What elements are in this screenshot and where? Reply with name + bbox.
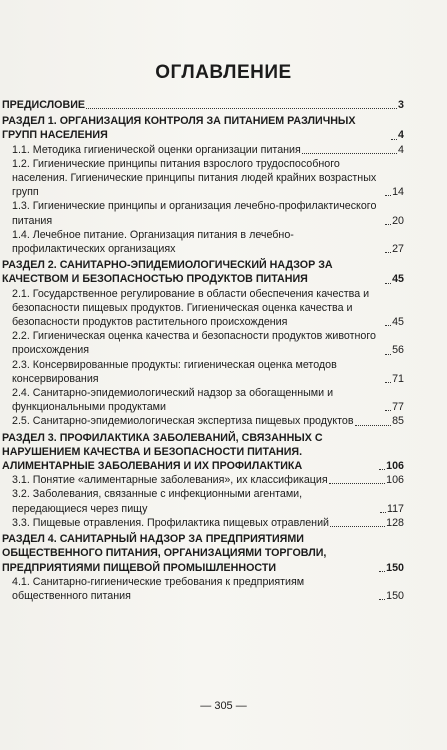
toc-subsection-entry: [2, 473, 404, 487]
toc-entry-text: 2.4. Санитарно-эпидемиологический надзор за обогащенными и функциональными продуктами: [12, 387, 334, 414]
toc-page-number: 128: [386, 516, 404, 529]
dot-leader: [302, 152, 397, 154]
toc-entry-text: 2.3. Консервированные продукты: гигиеническая оценка методов консервирования: [12, 358, 337, 385]
toc-subsection-entry: [2, 386, 404, 414]
toc-page-number: 150: [386, 589, 404, 602]
toc-page-number: 4: [398, 143, 404, 156]
toc-entry-text: 1.4. Лечебное питание. Организация питания в лечебно-профилактических организациях: [12, 228, 294, 256]
dot-leader: [380, 511, 386, 513]
toc-entry-text: 2.5. Санитарно-эпидемиологическая экспертиза пищевых продуктов: [12, 415, 354, 428]
toc-subsection-entry: [2, 414, 404, 428]
toc-section-entry: [2, 98, 404, 112]
dot-leader: [379, 570, 385, 572]
dot-leader: [329, 482, 386, 484]
toc-page-number: 85: [392, 415, 404, 428]
toc-entry-text: 3.1. Понятие «алиментарные заболевания», их классификация: [12, 474, 328, 487]
toc-page-number: 20: [392, 214, 404, 227]
toc-entry-text: ПРЕДИСЛОВИЕ: [2, 99, 86, 111]
toc-subsection-entry: [2, 228, 404, 256]
toc-page-number: 14: [392, 186, 404, 199]
dot-leader: [385, 282, 391, 284]
toc-subsection-entry: [2, 157, 404, 200]
dot-leader: [355, 424, 392, 426]
toc-subsection-entry: [2, 143, 404, 157]
toc-subsection-entry: [2, 575, 404, 603]
dot-leader: [86, 107, 397, 109]
toc-subsection-entry: [2, 329, 404, 357]
toc-page-number: 117: [386, 502, 404, 515]
toc-page-number: 71: [392, 372, 404, 385]
toc-page-number: 150: [386, 561, 404, 574]
table-of-contents: [2, 98, 404, 603]
toc-entry-text: РАЗДЕЛ 2. САНИТАРНО-ЭПИДЕМИОЛОГИЧЕСКИЙ НАДЗОР ЗА КАЧЕСТВОМ И БЕЗОПАСНОСТЬЮ ПРОДУКТОВ ПИТАНИЯ: [2, 259, 333, 286]
toc-page-number: 45: [392, 273, 404, 286]
toc-page-number: 27: [392, 243, 404, 256]
dot-leader: [379, 468, 385, 470]
dot-leader: [385, 194, 391, 196]
dot-leader: [385, 409, 391, 411]
dot-leader: [379, 598, 385, 600]
toc-entry-text: РАЗДЕЛ 1. ОРГАНИЗАЦИЯ КОНТРОЛЯ ЗА ПИТАНИЕМ РАЗЛИЧНЫХ ГРУПП НАСЕЛЕНИЯ: [2, 115, 356, 142]
dot-leader: [385, 353, 391, 355]
dot-leader: [385, 251, 391, 253]
toc-subsection-entry: [2, 287, 404, 330]
dot-leader: [391, 138, 397, 140]
toc-section-entry: [2, 431, 404, 474]
toc-page-number: 56: [392, 344, 404, 357]
toc-page-number: 106: [386, 460, 404, 473]
toc-subsection-entry: [2, 358, 404, 386]
toc-page-number: 45: [392, 316, 404, 329]
toc-entry-text: 1.1. Методика гигиенической оценки организации питания: [12, 143, 301, 156]
dot-leader: [385, 381, 391, 383]
dot-leader: [385, 324, 391, 326]
toc-page-number: 77: [392, 401, 404, 414]
toc-entry-text: 2.1. Государственное регулирование в области обеспечения качества и безопасности пищевых продуктов. Гигиеническая оценка качества и безопасности продуктов растительного происхождения: [12, 287, 370, 329]
toc-entry-text: 3.2. Заболевания, связанные с инфекционными агентами, передающиеся через пищу: [12, 488, 303, 515]
toc-section-entry: [2, 258, 404, 286]
page-title: ОГЛАВЛЕНИЕ: [155, 62, 292, 83]
toc-page-number: 3: [398, 99, 404, 111]
toc-entry-text: 1.3. Гигиенические принципы и организация лечебно-профилактического питания: [12, 200, 377, 227]
toc-entry-text: 2.2. Гигиеническая оценка качества и безопасности продуктов животного происхождения: [12, 330, 376, 357]
toc-entry-text: 3.3. Пищевые отравления. Профилактика пищевых отравлений: [12, 516, 330, 529]
toc-entry-text: РАЗДЕЛ 3. ПРОФИЛАКТИКА ЗАБОЛЕВАНИЙ, СВЯЗАННЫХ С НАРУШЕНИЕМ КАЧЕСТВА И БЕЗОПАСНОСТИ ПИТАНИЯ. АЛИМЕНТАРНЫЕ ЗАБОЛЕВАНИЯ И ИХ ПРОФИЛАКТИКА: [2, 431, 323, 473]
toc-subsection-entry: [2, 487, 404, 515]
toc-page-number: 4: [398, 129, 404, 142]
toc-section-entry: [2, 532, 404, 575]
page-number-footer: — 305 —: [200, 700, 247, 712]
dot-leader: [330, 525, 385, 527]
toc-section-entry: [2, 114, 404, 142]
toc-entry-text: 4.1. Санитарно-гигиенические требования к предприятиям общественного питания: [12, 575, 305, 602]
toc-subsection-entry: [2, 199, 404, 227]
toc-entry-text: 1.2. Гигиенические принципы питания взрослого трудоспособного населения. Гигиенические принципы питания людей крайних возрастных групп: [12, 157, 377, 199]
dot-leader: [385, 223, 391, 225]
toc-entry-text: РАЗДЕЛ 4. САНИТАРНЫЙ НАДЗОР ЗА ПРЕДПРИЯТИЯМИ ОБЩЕСТВЕННОГО ПИТАНИЯ, ОРГАНИЗАЦИЯМИ ТОРГОВЛИ, ПРЕДПРИЯТИЯМИ ПИЩЕВОЙ ПРОМЫШЛЕННОСТИ: [2, 533, 327, 574]
toc-page-number: 106: [386, 474, 404, 487]
toc-subsection-entry: [2, 516, 404, 530]
